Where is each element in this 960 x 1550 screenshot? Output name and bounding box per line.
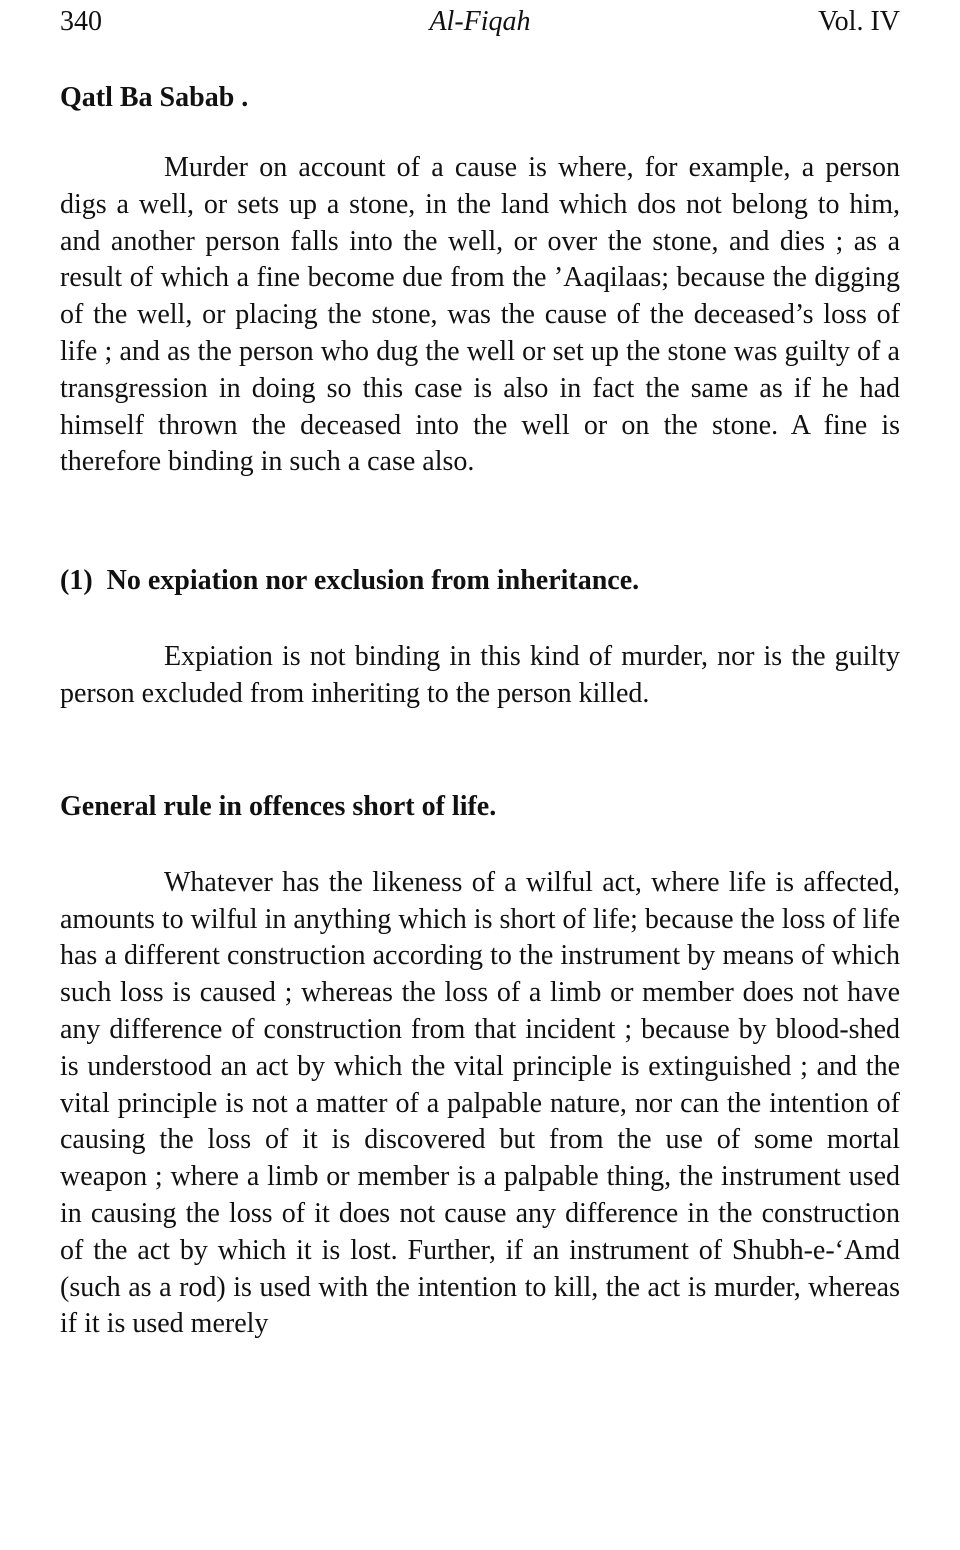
section-paragraph-general-rule: Whatever has the likeness of a wilful act, where life is affected, amounts to wilful in anything which is short of life; because the loss of life has a different construction according to the instrument by means of which such loss is caused ; whereas the loss of a limb or member does not have any difference of construction from that incident ; because by blood-shed is understood an act by which the vital principle is extinguished ; and the vital principle is not a matter of a palpable nature, nor can the intention of causing the loss of it is discovered but from the use of some mortal weapon ; where a limb or member is a palpable thing, the instrument used in causing the loss of it does not cause any difference in the construction of the act by which it is lost. Further, if an instrument of Shubh-e-‘Amd (such as a rod) is used with the intention to kill, the act is murder, whereas if it is used merely (60, 866, 900, 1340)
section-heading-no-expiation: (1) No expiation nor exclusion from inheritance. (60, 565, 640, 597)
book-page (60, 0, 900, 1343)
running-header (60, 0, 900, 44)
book-title: Al-Fiqah (429, 6, 531, 37)
section-heading-general-rule: General rule in offences short of life. (60, 790, 497, 822)
page-number: 340 (60, 6, 102, 37)
section-paragraph-qatl-ba-sabab: Murder on account of a cause is where, for example, a person digs a well, or sets up a stone, in the land which dos not belong to him, and another person falls into the well, or over the stone, and dies ; as a result of which a fine become due from the ’Aaqilaas; because the digging of the well, or placing the stone, was the cause of the deceased’s loss of life ; and as the person who dug the well or set up the stone was guilty of a transgression in doing so this case is also in fact the same as if he had himself thrown the deceased into the well or on the stone. A fine is therefore binding in such a case also. (60, 152, 900, 478)
section-paragraph-no-expiation: Expiation is not binding in this kind of murder, nor is the guilty person excluded from inheriting to the person killed. (60, 641, 900, 709)
volume-label: Vol. IV (818, 6, 900, 37)
section-heading-qatl-ba-sabab: Qatl Ba Sabab . (60, 82, 249, 113)
